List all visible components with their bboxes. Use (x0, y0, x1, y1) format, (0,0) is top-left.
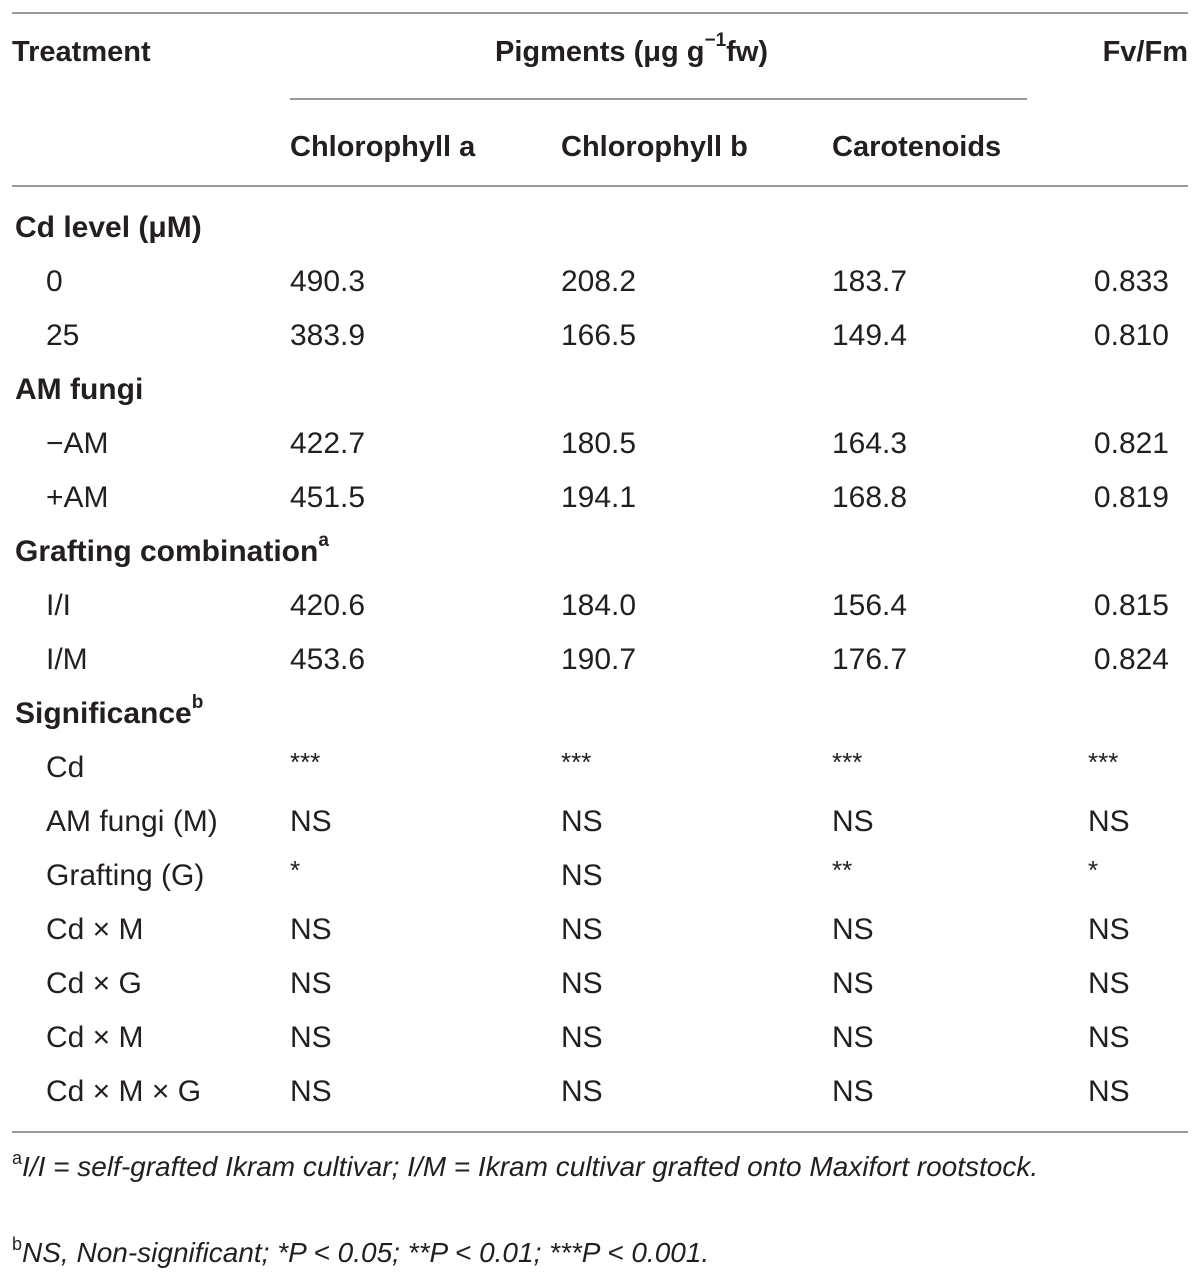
header-pigments-pre: Pigments (μg g (495, 36, 705, 68)
section-title-sup: a (318, 530, 329, 551)
table-cell: * (290, 855, 301, 885)
table-cell: NS (1088, 913, 1130, 946)
table-cell: NS (290, 967, 332, 1000)
table-cell: 156.4 (832, 589, 908, 622)
table-cell: NS (1088, 967, 1130, 1000)
table-cell: 0.833 (1093, 265, 1169, 298)
table-cell: NS (832, 1021, 874, 1054)
table-cell: NS (561, 859, 603, 892)
table-cell: *** (290, 747, 321, 777)
table-cell: NS (561, 967, 603, 1000)
table-cell: NS (832, 1075, 874, 1108)
header-pigments-post: fw) (726, 36, 769, 68)
table-bottom-rule (12, 1131, 1188, 1133)
table-cell: 451.5 (290, 481, 366, 514)
row-label: Cd (46, 751, 85, 784)
table-cell: 168.8 (832, 481, 908, 514)
table-cell: NS (1088, 805, 1130, 838)
section-title (15, 372, 143, 408)
row-label: I/M (46, 643, 88, 676)
row-label: AM fungi (M) (46, 805, 218, 838)
table-cell: 190.7 (561, 643, 637, 676)
table-cell: NS (561, 913, 603, 946)
table-cell: 176.7 (832, 643, 908, 676)
header-pigments (495, 30, 769, 70)
section-title-sup: b (191, 692, 204, 713)
table-cell: 383.9 (290, 319, 366, 352)
table-cell: 166.5 (561, 319, 637, 352)
section-title-text: Significance (15, 697, 192, 730)
row-label: 25 (46, 319, 80, 352)
table-cell: 0.815 (1093, 589, 1169, 622)
header-chlorophyll-a: Chlorophyll a (290, 131, 476, 163)
footnote-a-mark: a (12, 1147, 23, 1168)
section-title (15, 210, 202, 246)
table-cell: 0.819 (1093, 481, 1169, 514)
table-cell: NS (832, 805, 874, 838)
row-label: Cd × G (46, 967, 142, 1000)
section-title-text: Cd level (μM) (15, 211, 202, 244)
footnote-a-text: I/I = self-grafted Ikram cultivar; I/M = Ikram cultivar grafted onto Maxifort rootstock. (22, 1151, 1039, 1182)
header-carotenoids: Carotenoids (832, 131, 1002, 163)
table-cell: NS (1088, 1021, 1130, 1054)
section-title (15, 530, 329, 570)
row-label: Cd × M (46, 913, 144, 946)
row-label: −AM (46, 427, 109, 460)
table-cell: *** (1088, 747, 1119, 777)
row-label: +AM (46, 481, 109, 514)
table-cell: NS (832, 913, 874, 946)
table-cell: 184.0 (561, 589, 637, 622)
table-cell: NS (561, 1021, 603, 1054)
table-cell: *** (832, 747, 863, 777)
header-pigments-sup: −1 (704, 30, 727, 52)
table-cell: 453.6 (290, 643, 366, 676)
table-cell: NS (1088, 1075, 1130, 1108)
table-cell: 149.4 (832, 319, 908, 352)
table-cell: 208.2 (561, 265, 637, 298)
table-top-rule (12, 12, 1188, 14)
footnote-b-mark: b (12, 1233, 23, 1254)
pigments-header-rule (290, 98, 1027, 100)
table-cell: 194.1 (561, 481, 637, 514)
header-fvfm: Fv/Fm (1102, 36, 1188, 68)
table-cell: ** (832, 855, 853, 885)
row-label: Grafting (G) (46, 859, 205, 892)
table-cell: 420.6 (290, 589, 366, 622)
table-cell: 422.7 (290, 427, 366, 460)
table-cell: 0.810 (1093, 319, 1169, 352)
table-cell: NS (832, 967, 874, 1000)
section-title-text: AM fungi (15, 373, 144, 406)
row-label: I/I (46, 589, 72, 622)
footnote-b-text: NS, Non-significant; *P < 0.05; **P < 0.01; ***P < 0.001. (22, 1237, 710, 1268)
table-cell: NS (290, 1021, 332, 1054)
footnote-b (12, 1231, 1188, 1274)
table-cell: 0.824 (1093, 643, 1169, 676)
table-cell: *** (561, 747, 592, 777)
table-cell: 164.3 (832, 427, 908, 460)
table-cell: * (1088, 855, 1099, 885)
footnote-a (12, 1145, 1188, 1188)
section-title-text: Grafting combination (15, 535, 319, 568)
header-treatment: Treatment (12, 36, 151, 68)
table-cell: NS (561, 805, 603, 838)
table-cell: NS (290, 1075, 332, 1108)
row-label: 0 (46, 265, 63, 298)
table-cell: 490.3 (290, 265, 366, 298)
header-bottom-rule (12, 185, 1188, 187)
table-cell: 0.821 (1093, 427, 1169, 460)
row-label: Cd × M (46, 1021, 144, 1054)
table-cell: NS (290, 805, 332, 838)
section-title (15, 692, 204, 732)
row-label: Cd × M × G (46, 1075, 202, 1108)
table-cell: 183.7 (832, 265, 908, 298)
table-cell: 180.5 (561, 427, 637, 460)
table-cell: NS (290, 913, 332, 946)
table-cell: NS (561, 1075, 603, 1108)
header-chlorophyll-b: Chlorophyll b (561, 131, 748, 163)
